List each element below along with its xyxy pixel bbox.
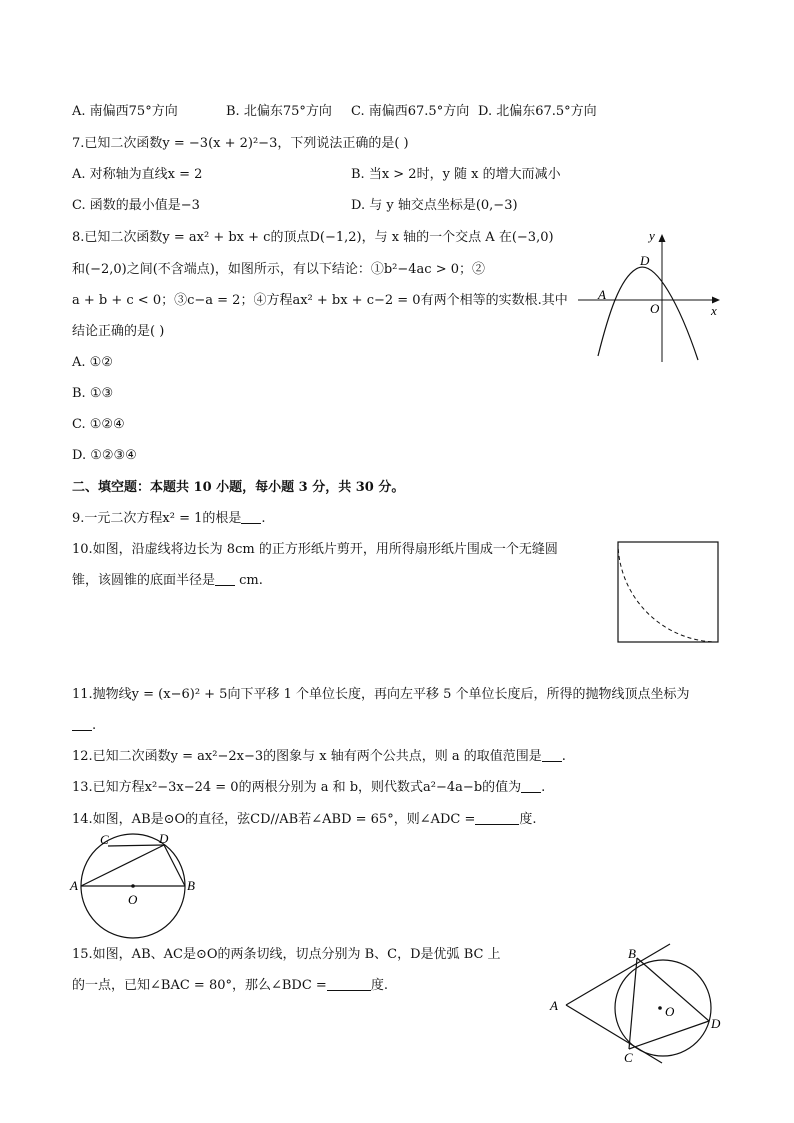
q15-line2: 的一点，已知∠BAC = 80°，那么∠BDC = 度. [72, 978, 388, 993]
label-o: O [128, 892, 138, 907]
tangent-ac [566, 1005, 662, 1063]
square [618, 542, 718, 642]
chord-cd [108, 845, 164, 846]
q11-line1: 11.抛物线y = (x−6)² + 5向下平移 1 个单位长度，再向左平移 5 个单位长度后，所得的抛物线顶点坐标为 [72, 687, 690, 702]
q10-line1: 10.如图，沿虚线将边长为 8cm 的正方形纸片剪开，用所得扇形纸片围成一个无缝圆 [72, 542, 558, 557]
label-d: D [640, 253, 650, 268]
q6-option-d: D. 北偏东67.5°方向 [478, 104, 597, 119]
label-c: C [624, 1050, 633, 1065]
label-o: O [650, 301, 660, 316]
label-o: O [665, 1004, 675, 1019]
q8-line2: 和(−2,0)之间(不含端点)，如图所示，有以下结论：①b²−4ac > 0；② [72, 262, 486, 277]
q8-option-a: A. ①② [72, 355, 113, 370]
q13-text: 13.已知方程x²−3x−24 = 0的两根分别为 a 和 b，则代数式a²−4a−b的值为 . [72, 780, 546, 795]
label-d: D [711, 1016, 721, 1031]
q8-line3: a + b + c < 0；③c−a = 2；④方程ax² + bx + c−2 = 0有两个相等的实数根.其中 [72, 293, 568, 308]
q6-option-b: B. 北偏东75°方向 [226, 104, 332, 119]
q7-option-a: A. 对称轴为直线x = 2 [72, 167, 203, 182]
q10-line2: 锥，该圆锥的底面半径是 cm. [72, 573, 263, 588]
label-c: C [100, 832, 109, 847]
q7-option-d: D. 与 y 轴交点坐标是(0,−3) [351, 198, 518, 213]
answer-blank[interactable] [72, 718, 92, 731]
label-b: B [628, 946, 636, 961]
answer-blank[interactable] [241, 511, 261, 524]
label-y: y [649, 228, 655, 243]
q8-line1: 8.已知二次函数y = ax² + bx + c的顶点D(−1,2)，与 x 轴的一个交点 A 在(−3,0) [72, 230, 554, 245]
q8-option-d: D. ①②③④ [72, 448, 137, 463]
q9-text: 9.一元二次方程x² = 1的根是 . [72, 511, 266, 526]
q14-circle-figure [66, 830, 206, 940]
answer-blank[interactable] [475, 812, 519, 825]
label-a: A [598, 287, 606, 302]
label-x: x [711, 303, 717, 318]
q6-option-a: A. 南偏西75°方向 [72, 104, 178, 119]
center-point [131, 884, 135, 888]
q8-option-c: C. ①②④ [72, 417, 125, 432]
q6-option-c: C. 南偏西67.5°方向 [351, 104, 470, 119]
label-a: A [70, 878, 78, 893]
dashed-arc [618, 542, 718, 642]
answer-blank[interactable] [542, 749, 562, 762]
answer-blank[interactable] [327, 978, 371, 991]
q15-tangent-figure [544, 938, 734, 1066]
section-heading-fill-blank: 二、填空题：本题共 10 小题，每小题 3 分，共 30 分。 [72, 480, 405, 495]
answer-blank[interactable] [215, 573, 235, 586]
q10-square-figure [616, 540, 722, 646]
q8-option-b: B. ①③ [72, 386, 114, 401]
q8-line4: 结论正确的是( ) [72, 324, 165, 339]
y-axis-arrow-icon [659, 234, 666, 242]
label-a: A [550, 998, 558, 1013]
tangent-ab [566, 944, 670, 1005]
q12-text: 12.已知二次函数y = ax²−2x−3的图象与 x 轴有两个公共点，则 a 的取值范围是 . [72, 749, 566, 764]
label-d: D [159, 831, 169, 846]
q8-parabola-figure [570, 224, 730, 366]
q7-stem: 7.已知二次函数y = −3(x + 2)²−3，下列说法正确的是( ) [72, 136, 409, 151]
chord-cd [629, 1021, 709, 1049]
chord-bc [629, 958, 637, 1049]
center-point [658, 1006, 662, 1010]
q7-option-b: B. 当x > 2时，y 随 x 的增大而减小 [351, 167, 561, 182]
segment-bd [164, 845, 185, 886]
q7-option-c: C. 函数的最小值是−3 [72, 198, 200, 213]
segment-ad [81, 845, 164, 886]
q15-line1: 15.如图，AB、AC是⊙O的两条切线，切点分别为 B、C，D是优弧 BC 上 [72, 947, 501, 962]
q14-text: 14.如图，AB是⊙O的直径，弦CD//AB若∠ABD = 65°，则∠ADC = 度. [72, 812, 537, 827]
answer-blank[interactable] [521, 780, 541, 793]
q11-line2: . [72, 717, 96, 735]
label-b: B [187, 878, 195, 893]
parabola-curve [598, 267, 698, 360]
